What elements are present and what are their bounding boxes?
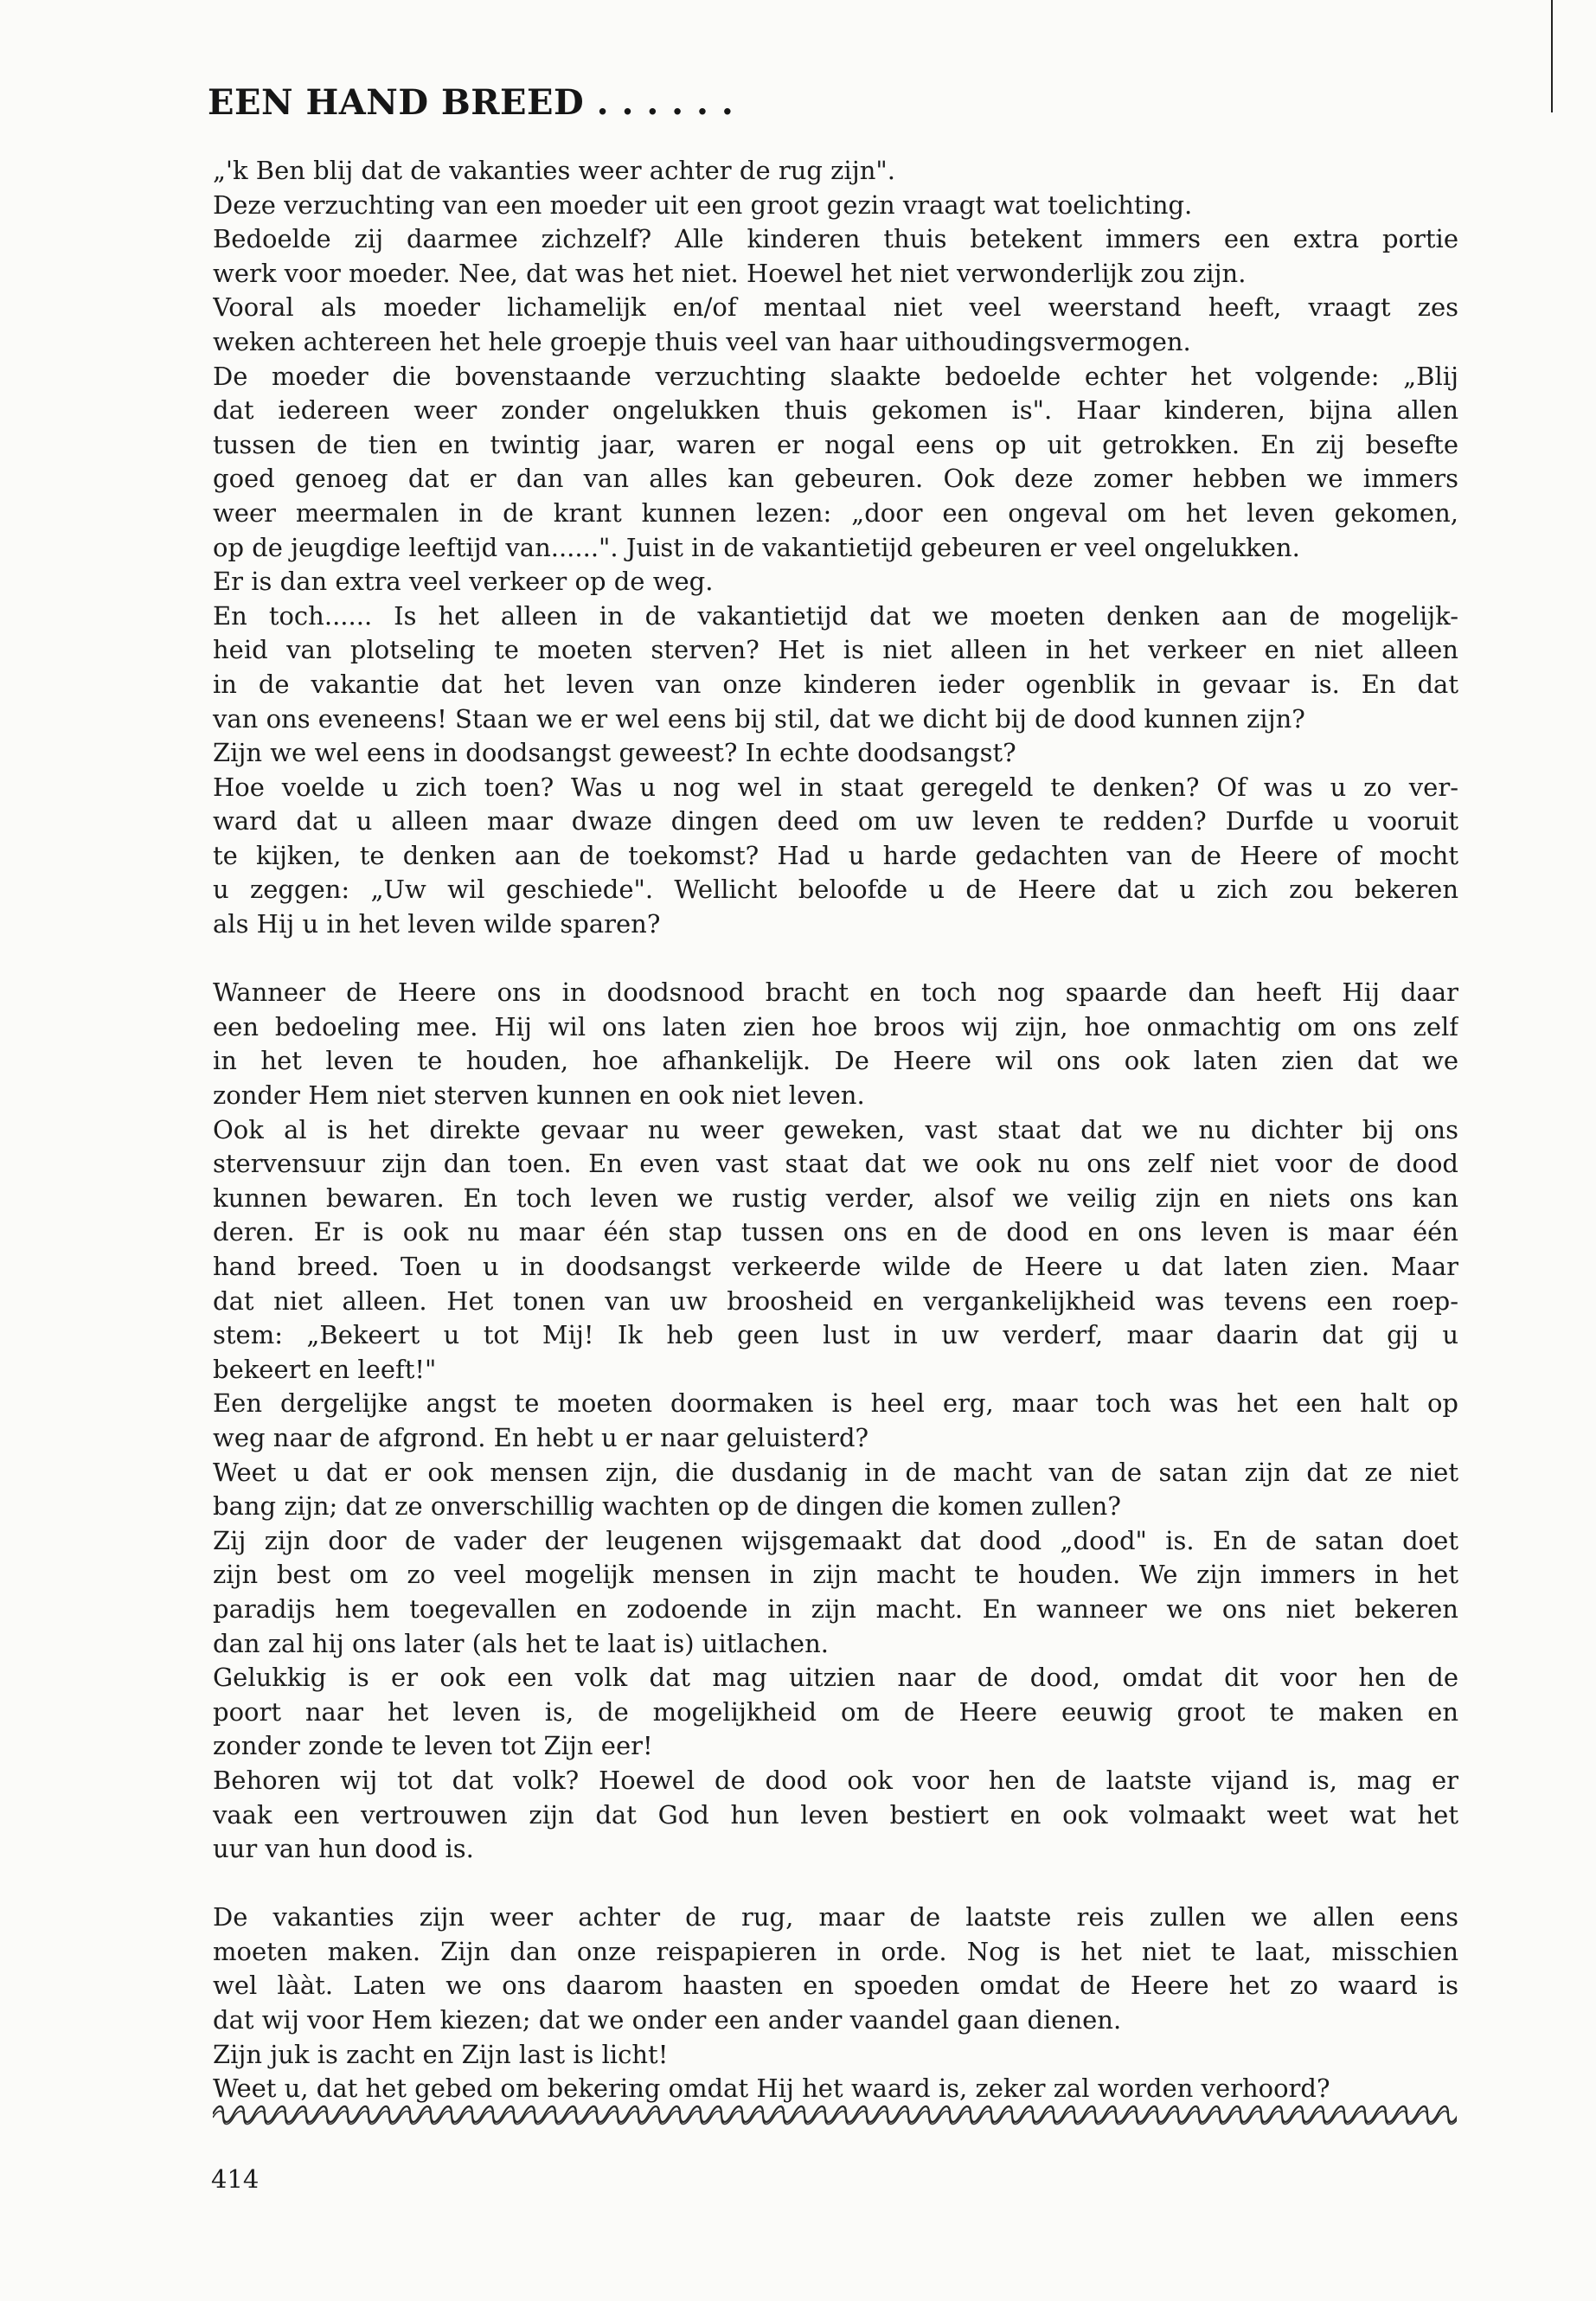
decorative-divider <box>213 2102 1457 2126</box>
text-line: Weet u dat er ook mensen zijn, die dusdanig in de macht van de satan zijn dat ze niet <box>213 1457 1458 1487</box>
text-line: Een dergelijke angst te moeten doormaken is heel erg, maar toch was het een halt op <box>213 1388 1458 1419</box>
text-line: „'k Ben blij dat de vakanties weer achter de rug zijn". <box>213 156 895 185</box>
text-line: deren. Er is ook nu maar één stap tussen ons en de dood en ons leven is maar één <box>213 1217 1458 1247</box>
text-line: Gelukkig is er ook een volk dat mag uitzien naar de dood, omdat dit voor hen de <box>213 1663 1458 1693</box>
text-line: De vakanties zijn weer achter de rug, maar de laatste reis zullen we allen eens <box>213 1902 1458 1932</box>
text-line: bekeert en leeft!" <box>213 1354 437 1384</box>
text-line: Wanneer de Heere ons in doodsnood bracht en toch nog spaarde dan heeft Hij daar <box>213 977 1458 1008</box>
text-line: in het leven te houden, hoe afhankelijk. De Heere wil ons ook laten zien dat we <box>213 1046 1458 1076</box>
text-line: Zij zijn door de vader der leugenen wijsgemaakt dat dood „dood" is. En de satan doet <box>213 1525 1458 1555</box>
text-line: als Hij u in het leven wilde sparen? <box>213 909 661 939</box>
text-line: moeten maken. Zijn dan onze reispapieren in orde. Nog is het niet te laat, misschien <box>213 1936 1458 1966</box>
text-line: zonder zonde te leven tot Zijn eer! <box>213 1731 653 1761</box>
text-line: in de vakantie dat het leven van onze kinderen ieder ogenblik in gevaar is. En dat <box>213 669 1458 699</box>
text-line: vaak een vertrouwen zijn dat God hun leven bestiert en ook volmaakt weet wat het <box>213 1799 1458 1830</box>
text-line: bang zijn; dat ze onverschillig wachten op de dingen die komen zullen? <box>213 1491 1121 1522</box>
text-line: kunnen bewaren. En toch leven we rustig verder, alsof we veilig zijn en niets ons kan <box>213 1183 1458 1213</box>
article-title: EEN HAND BREED . . . . . . <box>208 82 734 123</box>
text-line: uur van hun dood is. <box>213 1834 474 1864</box>
text-line: van ons eveneens! Staan we er wel eens bij stil, dat we dicht bij de dood kunnen zijn? <box>213 703 1305 734</box>
text-line: dan zal hij ons later (als het te laat is) uitlachen. <box>213 1628 829 1658</box>
text-line: Weet u, dat het gebed om bekering omdat Hij het waard is, zeker zal worden verhoord? <box>213 2073 1330 2104</box>
text-line: weer meermalen in de krant kunnen lezen: „door een ongeval om het leven gekomen, <box>213 497 1458 528</box>
text-line: De moeder die bovenstaande verzuchting slaakte bedoelde echter het volgende: „Blij <box>213 361 1458 391</box>
text-line: Zijn we wel eens in doodsangst geweest? In echte doodsangst? <box>213 738 1016 768</box>
text-line: Zijn juk is zacht en Zijn last is licht! <box>213 2039 669 2069</box>
text-line: stervensuur zijn dan toen. En even vast staat dat we ook nu ons zelf niet voor de dood <box>213 1149 1458 1179</box>
text-line: poort naar het leven is, de mogelijkheid om de Heere eeuwig groot te maken en <box>213 1696 1458 1727</box>
text-line: Hoe voelde u zich toen? Was u nog wel in staat geregeld te denken? Of was u zo ver- <box>213 772 1458 802</box>
text-line: een bedoeling mee. Hij wil ons laten zien hoe broos wij zijn, hoe onmachtig om ons zelf <box>213 1011 1458 1042</box>
text-line: wel lààt. Laten we ons daarom haasten en spoeden omdat de Heere het zo waard is <box>213 1971 1458 2001</box>
text-line: dat niet alleen. Het tonen van uw broosheid en vergankelijkheid was tevens een roep- <box>213 1285 1458 1316</box>
text-line: Er is dan extra veel verkeer op de weg. <box>213 567 714 597</box>
text-line: zonder Hem niet sterven kunnen en ook niet leven. <box>213 1080 865 1111</box>
text-line: hand breed. Toen u in doodsangst verkeerde wilde de Heere u dat laten zien. Maar <box>213 1252 1458 1281</box>
text-line: te kijken, te denken aan de toekomst? Had u harde gedachten van de Heere of mocht <box>213 840 1458 870</box>
text-line: Ook al is het direkte gevaar nu weer geweken, vast staat dat we nu dichter bij ons <box>213 1114 1458 1144</box>
scan-edge-line <box>1551 0 1553 112</box>
text-line: En toch...... Is het alleen in de vakantietijd dat we moeten denken aan de mogelijk- <box>213 600 1458 631</box>
text-line: op de jeugdige leeftijd van......". Juist in de vakantietijd gebeuren er veel ongelukken. <box>213 532 1300 562</box>
text-line: Deze verzuchting van een moeder uit een groot gezin vraagt wat toelichting. <box>213 189 1193 220</box>
article-body <box>213 154 1458 2106</box>
text-line: weken achtereen het hele groepje thuis veel van haar uithoudingsvermogen. <box>213 326 1191 356</box>
page-number: 414 <box>211 2164 260 2194</box>
text-line: Bedoelde zij daarmee zichzelf? Alle kinderen thuis betekent immers een extra portie <box>213 224 1458 254</box>
paragraph-gap <box>213 942 1458 977</box>
text-line: heid van plotseling te moeten sterven? Het is niet alleen in het verkeer en niet alleen <box>213 635 1458 665</box>
text-line: Behoren wij tot dat volk? Hoewel de dood ook voor hen de laatste vijand is, mag er <box>213 1765 1458 1795</box>
paragraph-gap <box>213 1867 1458 1901</box>
text-line: werk voor moeder. Nee, dat was het niet. Hoewel het niet verwonderlijk zou zijn. <box>213 258 1247 288</box>
text-line: goed genoeg dat er dan van alles kan gebeuren. Ook deze zomer hebben we immers <box>213 464 1458 494</box>
text-line: zijn best om zo veel mogelijk mensen in zijn macht te houden. We zijn immers in het <box>213 1560 1458 1590</box>
text-line: Vooral als moeder lichamelijk en/of mentaal niet veel weerstand heeft, vraagt zes <box>213 292 1458 323</box>
text-line: tussen de tien en twintig jaar, waren er nogal eens op uit getrokken. En zij besefte <box>213 429 1458 459</box>
text-line: dat wij voor Hem kiezen; dat we onder een ander vaandel gaan dienen. <box>213 2005 1122 2035</box>
text-line: stem: „Bekeert u tot Mij! Ik heb geen lust in uw verderf, maar daarin dat gij u <box>213 1320 1458 1350</box>
text-line: dat iedereen weer zonder ongelukken thuis gekomen is". Haar kinderen, bijna allen <box>213 395 1458 426</box>
text-line: u zeggen: „Uw wil geschiede". Wellicht beloofde u de Heere dat u zich zou bekeren <box>213 875 1458 905</box>
text-line: paradijs hem toegevallen en zodoende in zijn macht. En wanneer we ons niet bekeren <box>213 1593 1458 1624</box>
text-line: weg naar de afgrond. En hebt u er naar geluisterd? <box>213 1422 869 1452</box>
text-line: ward dat u alleen maar dwaze dingen deed om uw leven te redden? Durfde u vooruit <box>213 806 1458 836</box>
